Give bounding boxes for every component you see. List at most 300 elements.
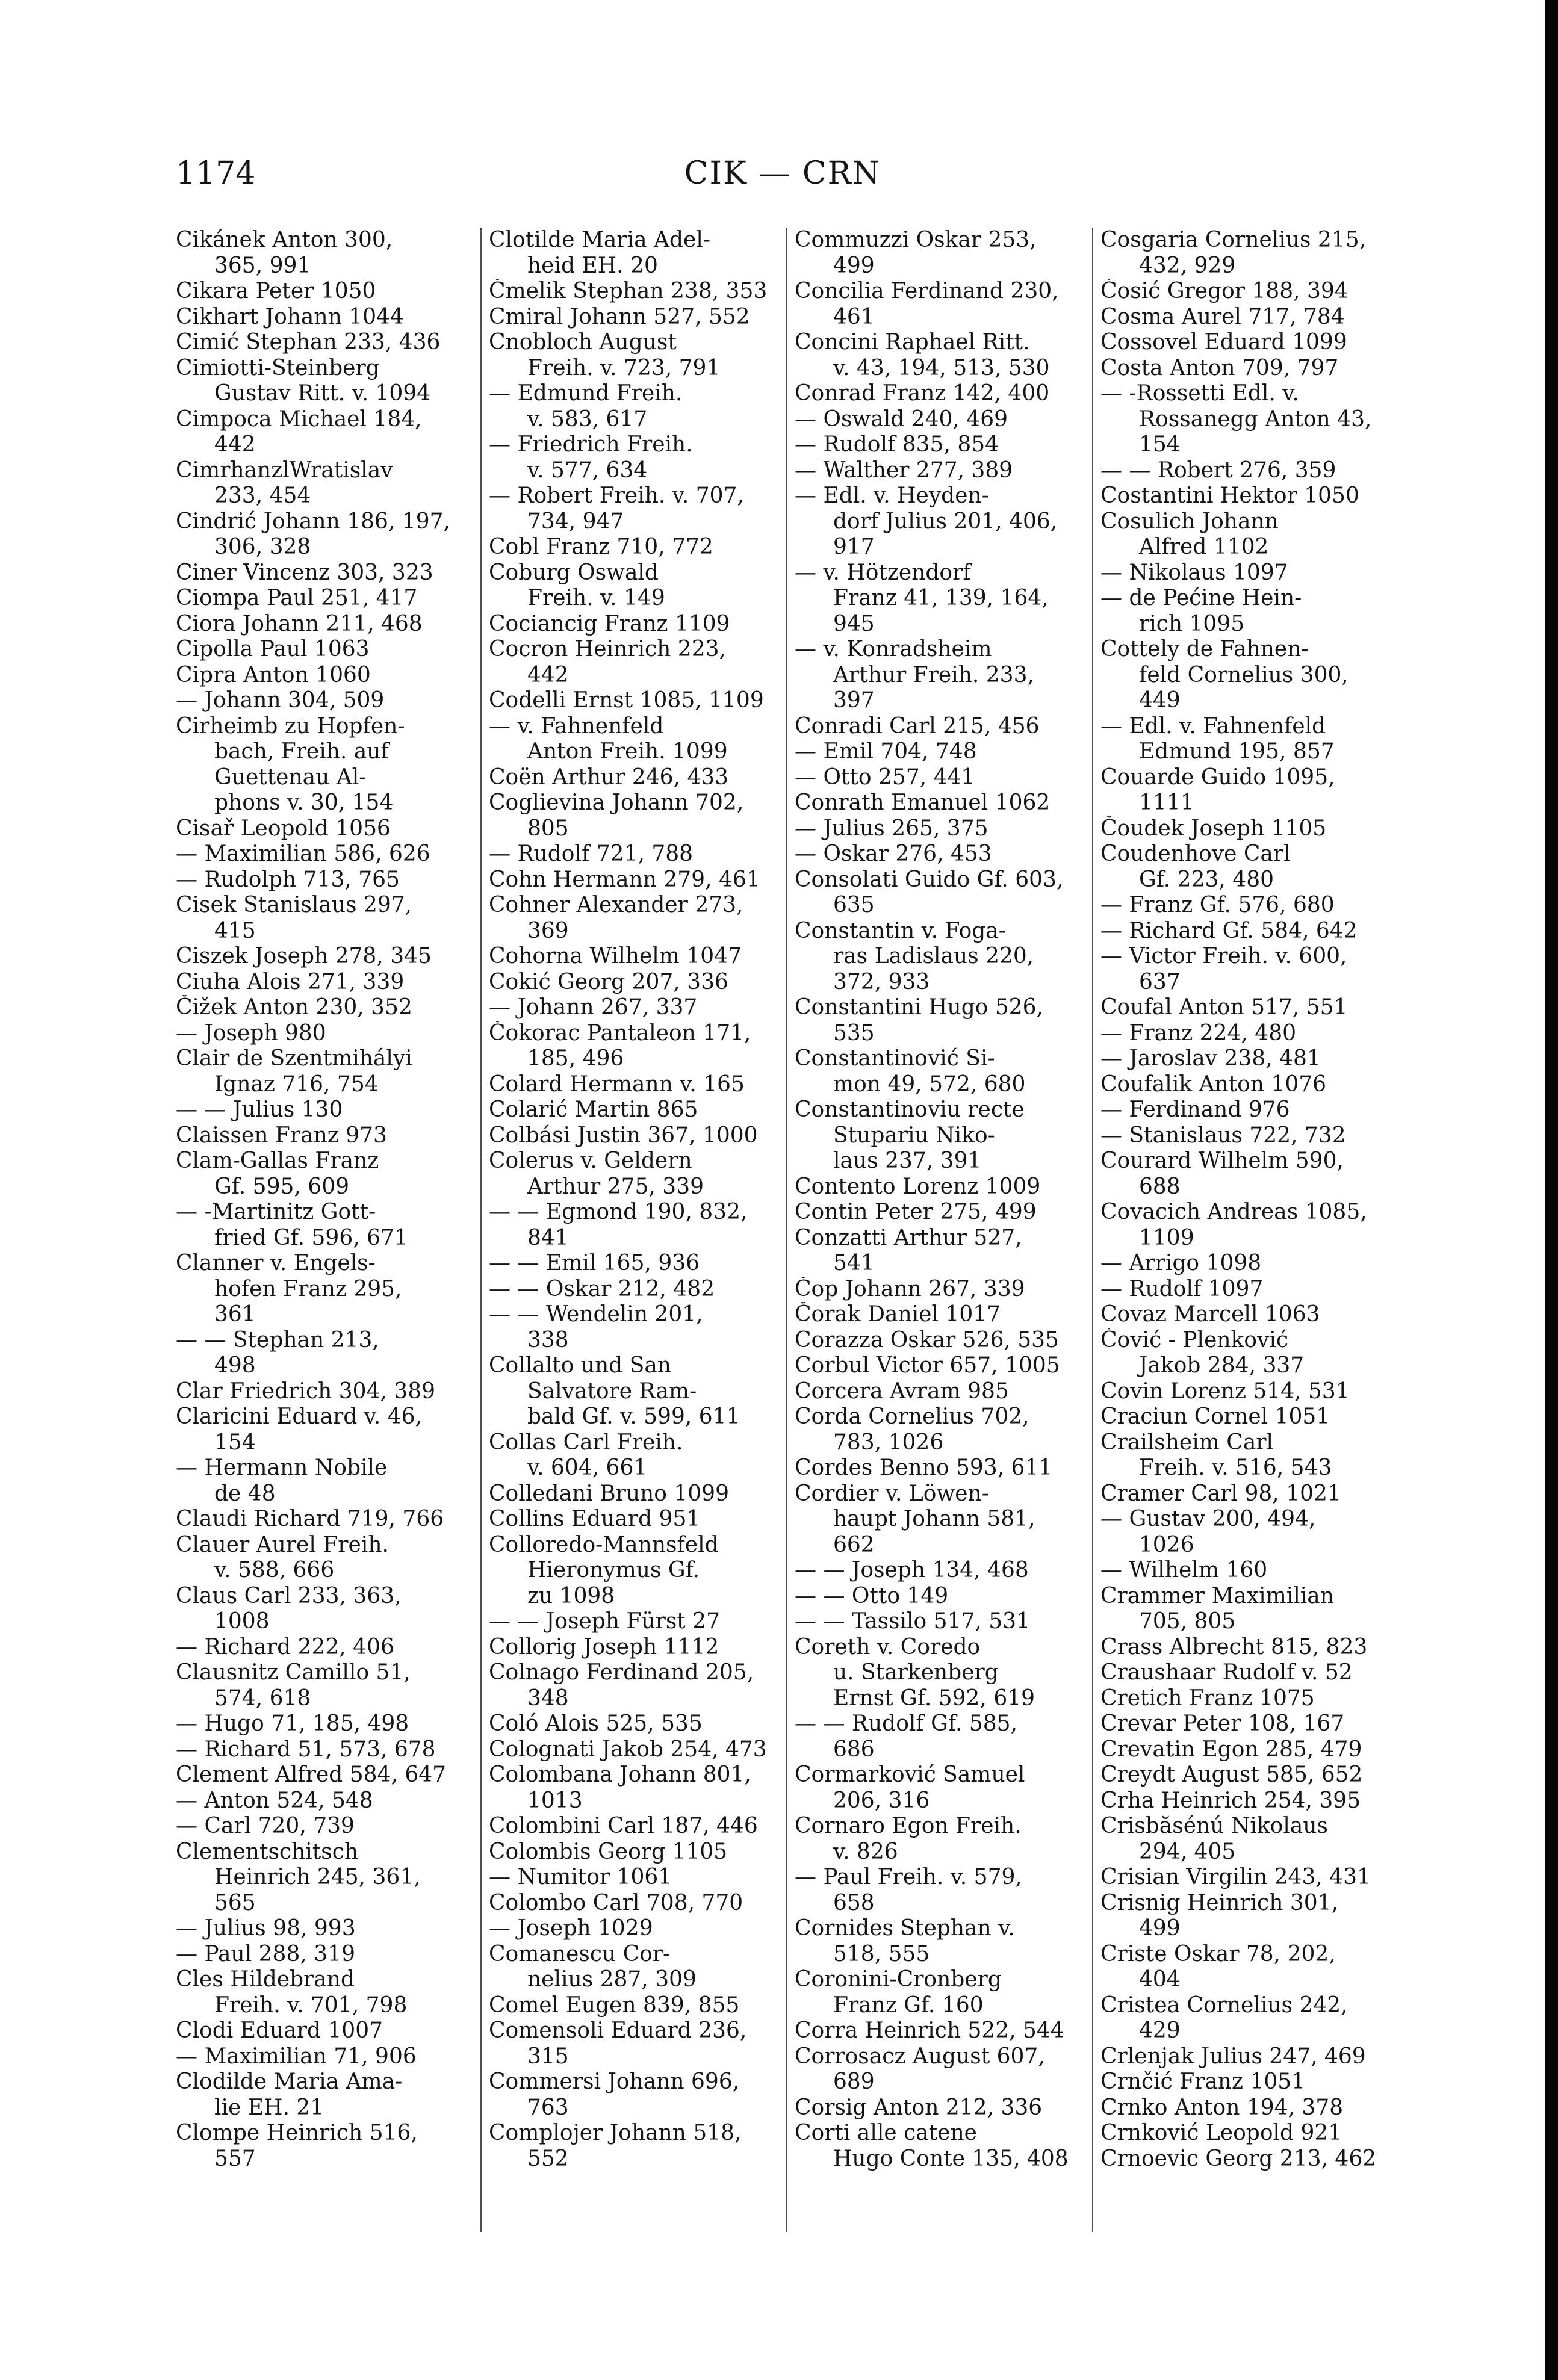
entry-name-line: Corra Heinrich 522, 544 xyxy=(795,2018,1064,2043)
entry-name-line: Ciora Johann 211, 468 xyxy=(176,611,423,636)
index-entry xyxy=(489,1302,785,1353)
index-entry xyxy=(489,1097,785,1123)
index-entry xyxy=(795,1967,1091,2018)
entry-continuation-line: Gf. 223, 480 xyxy=(1139,867,1274,892)
entry-continuation-line: 565 xyxy=(214,1890,256,1915)
index-entry xyxy=(176,1788,472,1814)
index-entry xyxy=(489,228,785,279)
entry-name-line: — Edl. v. Fahnenfeld xyxy=(1100,713,1326,739)
index-entry xyxy=(1100,2095,1397,2121)
entry-continuation-line: 734, 947 xyxy=(527,509,624,534)
index-entry xyxy=(795,483,1091,560)
index-entry xyxy=(795,867,1091,919)
page-number: 1174 xyxy=(176,155,256,191)
index-entry xyxy=(795,330,1091,381)
entry-name-line: Claus Carl 233, 363, xyxy=(176,1583,402,1608)
entry-continuation-line: 306, 328 xyxy=(214,535,311,559)
index-entry xyxy=(489,560,785,612)
entry-name-line: Claissen Franz 973 xyxy=(176,1123,387,1148)
entry-name-line: Crevar Peter 108, 167 xyxy=(1100,1711,1345,1736)
index-entry xyxy=(176,663,472,689)
entry-name-line: Corti alle catene xyxy=(795,2121,977,2145)
entry-name-line: — Robert Freih. v. 707, xyxy=(489,483,744,508)
entry-name-line: Claricini Eduard v. 46, xyxy=(176,1404,422,1429)
entry-name-line: Ćosić Gregor 188, 394 xyxy=(1100,279,1349,303)
index-entry xyxy=(176,612,472,637)
entry-name-line: — Carl 720, 739 xyxy=(176,1814,355,1838)
index-entry xyxy=(1100,1379,1397,1405)
index-entry xyxy=(1100,458,1397,484)
entry-name-line: — Franz 224, 480 xyxy=(1100,1020,1297,1046)
entry-continuation-line: v. 588, 666 xyxy=(214,1558,335,1582)
index-entry xyxy=(1100,1942,1397,1993)
entry-continuation-line: 705, 805 xyxy=(1139,1609,1236,1634)
entry-name-line: Crisnig Heinrich 301, xyxy=(1100,1890,1338,1915)
entry-name-line: — Oskar 276, 453 xyxy=(795,841,992,866)
index-entry xyxy=(795,1711,1091,1762)
entry-name-line: Cindrić Johann 186, 197, xyxy=(176,509,450,534)
index-entry xyxy=(795,2044,1091,2095)
entry-continuation-line: 372, 933 xyxy=(833,969,930,994)
entry-continuation-line: bald Gf. v. 599, 611 xyxy=(527,1404,740,1429)
entry-name-line: Coburg Oswald xyxy=(489,560,659,585)
entry-name-line: Cikhart Johann 1044 xyxy=(176,304,404,329)
entry-continuation-line: 662 xyxy=(833,1532,875,1557)
entry-name-line: Cikánek Anton 300, xyxy=(176,228,393,252)
entry-continuation-line: 154 xyxy=(214,1430,256,1455)
index-entry xyxy=(795,841,1091,867)
index-entry xyxy=(1100,1891,1397,1942)
index-entry xyxy=(489,1711,785,1737)
index-entry xyxy=(795,1762,1091,1814)
index-entry xyxy=(489,1839,785,1865)
index-entry xyxy=(176,586,472,612)
entry-continuation-line: laus 237, 391 xyxy=(833,1148,982,1173)
index-entry xyxy=(176,970,472,996)
index-entry xyxy=(489,1865,785,1891)
entry-continuation-line: 338 xyxy=(527,1327,569,1353)
index-entry xyxy=(176,407,472,458)
index-entry xyxy=(1100,1430,1397,1481)
entry-name-line: Cipra Anton 1060 xyxy=(176,662,371,687)
entry-continuation-line: 557 xyxy=(214,2146,256,2171)
entry-name-line: Conrath Emanuel 1062 xyxy=(795,790,1051,815)
index-entry xyxy=(1100,330,1397,356)
index-columns xyxy=(176,228,1542,2370)
index-entry xyxy=(1100,1558,1397,1584)
index-entry xyxy=(176,714,472,816)
index-entry xyxy=(176,560,472,586)
index-entry xyxy=(489,1021,785,1072)
index-entry xyxy=(176,1635,472,1661)
entry-name-line: Čop Johann 267, 339 xyxy=(795,1276,1025,1301)
index-entry xyxy=(795,1404,1091,1455)
entry-continuation-line: 689 xyxy=(833,2069,875,2094)
entry-name-line: Cosulich Johann xyxy=(1100,509,1279,534)
index-entry xyxy=(176,1251,472,1328)
entry-continuation-line: 763 xyxy=(527,2095,569,2120)
index-entry xyxy=(489,2018,785,2069)
index-entry xyxy=(795,1584,1091,1610)
entry-continuation-line: de 48 xyxy=(214,1481,276,1506)
index-entry xyxy=(176,893,472,944)
entry-name-line: — Rudolph 713, 765 xyxy=(176,867,400,892)
entry-name-line: CimrhanzlWratislav xyxy=(176,457,393,483)
entry-continuation-line: 404 xyxy=(1139,1967,1181,1992)
entry-name-line: Constantin v. Foga- xyxy=(795,918,1006,943)
index-entry xyxy=(176,637,472,663)
entry-continuation-line: 369 xyxy=(527,918,569,943)
index-entry xyxy=(1100,1072,1397,1098)
entry-continuation-line: 518, 555 xyxy=(833,1941,930,1966)
entry-name-line: Crlenjak Julius 247, 469 xyxy=(1100,2044,1366,2069)
entry-continuation-line: 1013 xyxy=(527,1788,583,1813)
entry-name-line: — Julius 265, 375 xyxy=(795,816,988,841)
entry-name-line: — Oswald 240, 469 xyxy=(795,406,1008,432)
entry-name-line: Cociancig Franz 1109 xyxy=(489,611,730,636)
index-entry xyxy=(1100,841,1397,893)
entry-name-line: Clementschitsch xyxy=(176,1839,359,1864)
index-entry xyxy=(489,1507,785,1532)
entry-name-line: Coufalik Anton 1076 xyxy=(1100,1071,1327,1097)
index-entry xyxy=(1100,381,1397,458)
entry-name-line: Crisian Virgilin 243, 431 xyxy=(1100,1865,1371,1889)
index-entry xyxy=(1100,816,1397,842)
index-entry xyxy=(489,867,785,893)
index-entry xyxy=(489,1251,785,1277)
entry-name-line: Coufal Anton 517, 551 xyxy=(1100,995,1348,1020)
entry-name-line: — Johann 304, 509 xyxy=(176,688,385,713)
entry-name-line: — Paul 288, 319 xyxy=(176,1941,355,1966)
index-entry xyxy=(1100,765,1397,816)
entry-continuation-line: u. Starkenberg xyxy=(833,1660,999,1685)
entry-name-line: Colombis Georg 1105 xyxy=(489,1839,728,1864)
entry-name-line: Crha Heinrich 254, 395 xyxy=(1100,1788,1361,1813)
index-entry xyxy=(489,1635,785,1661)
entry-continuation-line: 361 xyxy=(214,1302,256,1327)
entry-name-line: — — Egmond 190, 832, xyxy=(489,1200,748,1224)
index-entry xyxy=(489,995,785,1021)
entry-name-line: — Jaroslav 238, 481 xyxy=(1100,1046,1321,1071)
entry-name-line: Corcera Avram 985 xyxy=(795,1378,1009,1404)
index-column-1 xyxy=(176,228,472,2370)
index-entry xyxy=(489,1353,785,1430)
entry-name-line: Collins Eduard 951 xyxy=(489,1507,701,1531)
index-entry xyxy=(795,1916,1091,1967)
index-entry xyxy=(1100,1865,1397,1891)
entry-name-line: Cimić Stephan 233, 436 xyxy=(176,330,441,355)
entry-name-line: Comel Eugen 839, 855 xyxy=(489,1992,740,2018)
entry-name-line: — Rudolf 721, 788 xyxy=(489,841,694,866)
entry-name-line: Cottely de Fahnen- xyxy=(1100,637,1309,662)
index-entry xyxy=(489,688,785,714)
index-entry xyxy=(176,1123,472,1149)
index-entry xyxy=(489,432,785,483)
entry-name-line: Ciszek Joseph 278, 345 xyxy=(176,944,432,968)
entry-continuation-line: Heinrich 245, 361, xyxy=(214,1865,421,1889)
index-entry xyxy=(795,1174,1091,1200)
entry-continuation-line: lie EH. 21 xyxy=(214,2095,324,2120)
entry-continuation-line: 449 xyxy=(1139,688,1181,713)
entry-name-line: — Joseph 1029 xyxy=(489,1916,653,1941)
index-entry xyxy=(489,1277,785,1303)
index-entry xyxy=(489,1481,785,1507)
entry-continuation-line: v. 826 xyxy=(833,1839,898,1864)
entry-name-line: — — Robert 276, 359 xyxy=(1100,457,1336,483)
index-entry xyxy=(489,714,785,765)
entry-continuation-line: feld Cornelius 300, xyxy=(1139,662,1349,687)
entry-name-line: Clompe Heinrich 516, xyxy=(176,2121,418,2145)
index-entry xyxy=(489,535,785,560)
entry-name-line: Cobl Franz 710, 772 xyxy=(489,535,713,559)
entry-name-line: — Numitor 1061 xyxy=(489,1865,672,1889)
entry-name-line: — — Joseph Fürst 27 xyxy=(489,1609,721,1634)
entry-name-line: Crammer Maximilian xyxy=(1100,1583,1334,1608)
entry-name-line: — Nikolaus 1097 xyxy=(1100,560,1288,585)
index-entry xyxy=(489,1660,785,1711)
index-entry xyxy=(1100,279,1397,305)
entry-name-line: Cimiotti-Steinberg xyxy=(176,355,380,380)
entry-name-line: Consolati Guido Gf. 603, xyxy=(795,867,1064,892)
entry-continuation-line: Stupariu Niko- xyxy=(833,1123,995,1148)
entry-name-line: Cretich Franz 1075 xyxy=(1100,1685,1315,1711)
entry-name-line: Colarić Martin 865 xyxy=(489,1097,698,1122)
index-entry xyxy=(489,893,785,944)
index-entry xyxy=(795,279,1091,330)
index-entry xyxy=(795,1609,1091,1635)
entry-name-line: Coën Arthur 246, 433 xyxy=(489,764,729,790)
index-entry xyxy=(1100,1762,1397,1788)
entry-name-line: Collas Carl Freih. xyxy=(489,1430,683,1455)
entry-continuation-line: 637 xyxy=(1139,969,1181,994)
entry-continuation-line: 1109 xyxy=(1139,1225,1194,1250)
index-entry xyxy=(1100,1277,1397,1303)
index-entry xyxy=(176,330,472,356)
index-entry xyxy=(176,2018,472,2044)
index-entry xyxy=(795,2121,1091,2172)
entry-name-line: Clement Alfred 584, 647 xyxy=(176,1762,447,1787)
index-entry xyxy=(176,867,472,893)
entry-name-line: — Richard 222, 406 xyxy=(176,1634,394,1659)
index-entry xyxy=(176,356,472,407)
index-entry xyxy=(1100,483,1397,509)
entry-name-line: Claudi Richard 719, 766 xyxy=(176,1507,444,1531)
entry-name-line: Čokorac Pantaleon 171, xyxy=(489,1020,751,1046)
entry-name-line: — Edl. v. Heyden- xyxy=(795,483,989,508)
entry-name-line: Čmelik Stephan 238, 353 xyxy=(489,279,768,303)
entry-continuation-line: Freih. v. 149 xyxy=(527,586,665,610)
index-entry xyxy=(795,1455,1091,1481)
index-entry xyxy=(1100,1148,1397,1200)
entry-name-line: Cordes Benno 593, 611 xyxy=(795,1455,1053,1480)
entry-name-line: — Walther 277, 389 xyxy=(795,457,1013,483)
entry-continuation-line: Freih. v. 516, 543 xyxy=(1139,1455,1332,1480)
entry-name-line: Covacich Andreas 1085, xyxy=(1100,1200,1367,1224)
index-entry xyxy=(489,1916,785,1942)
index-entry xyxy=(1100,1635,1397,1661)
entry-continuation-line: 315 xyxy=(527,2044,569,2069)
entry-name-line: — Hermann Nobile xyxy=(176,1455,388,1480)
index-entry xyxy=(795,1814,1091,1865)
entry-name-line: Cipolla Paul 1063 xyxy=(176,637,370,662)
index-entry xyxy=(1100,1814,1397,1865)
index-entry xyxy=(489,2069,785,2121)
index-entry xyxy=(489,841,785,867)
index-entry xyxy=(176,1660,472,1711)
entry-continuation-line: 1008 xyxy=(214,1609,270,1634)
entry-name-line: Corbul Victor 657, 1005 xyxy=(795,1353,1060,1378)
entry-name-line: Collalto und San xyxy=(489,1353,671,1378)
index-entry xyxy=(795,1481,1091,1558)
entry-name-line: Commersi Johann 696, xyxy=(489,2069,740,2094)
entry-name-line: Cmiral Johann 527, 552 xyxy=(489,304,750,329)
entry-name-line: Crevatin Egon 285, 479 xyxy=(1100,1737,1362,1762)
entry-name-line: Cisař Leopold 1056 xyxy=(176,816,391,841)
index-entry xyxy=(1100,509,1397,560)
index-entry xyxy=(489,1942,785,1993)
entry-name-line: Concini Raphael Ritt. xyxy=(795,330,1030,355)
index-entry xyxy=(1100,586,1397,637)
index-entry xyxy=(1100,560,1397,586)
entry-continuation-line: rich 1095 xyxy=(1139,611,1245,636)
entry-name-line: Crass Albrecht 815, 823 xyxy=(1100,1634,1368,1659)
entry-name-line: Clotilde Maria Adel- xyxy=(489,228,710,252)
index-entry xyxy=(489,1532,785,1610)
entry-continuation-line: 574, 618 xyxy=(214,1685,311,1711)
entry-continuation-line: 498 xyxy=(214,1353,256,1378)
entry-continuation-line: Ernst Gf. 592, 619 xyxy=(833,1685,1035,1711)
entry-name-line: — Richard 51, 573, 678 xyxy=(176,1737,436,1762)
entry-name-line: Conradi Carl 215, 456 xyxy=(795,713,1040,739)
entry-name-line: — Ferdinand 976 xyxy=(1100,1097,1290,1122)
index-column-2 xyxy=(489,228,785,2370)
index-entry xyxy=(176,995,472,1021)
index-entry xyxy=(1100,2146,1397,2172)
index-entry xyxy=(176,1404,472,1455)
entry-continuation-line: Edmund 195, 857 xyxy=(1139,739,1335,764)
entry-continuation-line: 552 xyxy=(527,2146,569,2171)
entry-continuation-line: Ignaz 716, 754 xyxy=(214,1071,379,1097)
index-entry xyxy=(489,1993,785,2019)
index-entry xyxy=(489,483,785,535)
index-entry xyxy=(1100,1481,1397,1507)
entry-name-line: Concilia Ferdinand 230, xyxy=(795,279,1059,303)
entry-name-line: Clausnitz Camillo 51, xyxy=(176,1660,411,1685)
entry-name-line: — v. Hötzendorf xyxy=(795,560,971,585)
index-entry xyxy=(1100,1123,1397,1149)
entry-name-line: Corsig Anton 212, 336 xyxy=(795,2095,1043,2120)
entry-name-line: — v. Fahnenfeld xyxy=(489,713,664,739)
index-entry xyxy=(489,612,785,637)
entry-name-line: — — Wendelin 201, xyxy=(489,1302,703,1327)
entry-name-line: Collorig Joseph 1112 xyxy=(489,1634,719,1659)
entry-continuation-line: v. 604, 661 xyxy=(527,1455,648,1480)
entry-name-line: Corrosacz August 607, xyxy=(795,2044,1045,2069)
entry-name-line: — -Martinitz Gott- xyxy=(176,1200,376,1224)
entry-name-line: Crnković Leopold 921 xyxy=(1100,2121,1342,2145)
entry-continuation-line: Hieronymus Gf. xyxy=(527,1558,700,1582)
entry-name-line: — Rudolf 835, 854 xyxy=(795,432,999,457)
index-entry xyxy=(489,1737,785,1763)
entry-name-line: Crisbăsénú Nikolaus xyxy=(1100,1814,1328,1838)
index-entry xyxy=(489,305,785,330)
index-entry xyxy=(176,1507,472,1532)
index-entry xyxy=(1100,1711,1397,1737)
index-entry xyxy=(176,509,472,560)
index-entry xyxy=(795,407,1091,433)
page-title: CIK — CRN xyxy=(684,155,881,191)
index-entry xyxy=(795,1558,1091,1584)
index-entry xyxy=(176,1532,472,1584)
entry-name-line: — Johann 267, 337 xyxy=(489,995,698,1020)
index-entry xyxy=(176,944,472,970)
entry-name-line: Clodi Eduard 1007 xyxy=(176,2018,383,2043)
index-entry xyxy=(795,1226,1091,1277)
index-entry xyxy=(1100,2044,1397,2070)
entry-continuation-line: 686 xyxy=(833,1737,875,1762)
entry-continuation-line: v. 583, 617 xyxy=(527,406,648,432)
entry-continuation-line: Guettenau Al- xyxy=(214,764,367,790)
index-entry xyxy=(489,1072,785,1098)
entry-name-line: Ćović - Plenković xyxy=(1100,1327,1289,1353)
index-entry xyxy=(795,765,1091,791)
entry-continuation-line: v. 577, 634 xyxy=(527,457,648,483)
entry-name-line: — Wilhelm 160 xyxy=(1100,1558,1268,1582)
index-entry xyxy=(176,2044,472,2070)
entry-continuation-line: 442 xyxy=(527,662,569,687)
entry-continuation-line: 841 xyxy=(527,1225,569,1250)
entry-name-line: — Maximilian 71, 906 xyxy=(176,2044,417,2069)
entry-continuation-line: 535 xyxy=(833,1020,875,1046)
index-entry xyxy=(489,1123,785,1149)
index-entry xyxy=(795,228,1091,279)
entry-name-line: — Emil 704, 748 xyxy=(795,739,977,764)
index-entry xyxy=(1100,305,1397,330)
entry-name-line: Colombo Carl 708, 770 xyxy=(489,1890,743,1915)
entry-name-line: Criste Oskar 78, 202, xyxy=(1100,1941,1336,1966)
index-column-4 xyxy=(1100,228,1397,2370)
entry-continuation-line: 1026 xyxy=(1139,1532,1194,1557)
index-entry xyxy=(176,1328,472,1379)
index-entry xyxy=(795,1277,1091,1303)
page-edge-bar xyxy=(1545,0,1558,2380)
entry-name-line: Covaz Marcell 1063 xyxy=(1100,1302,1320,1327)
entry-name-line: Coglievina Johann 702, xyxy=(489,790,744,815)
index-entry xyxy=(795,1865,1091,1916)
entry-name-line: Cohner Alexander 273, xyxy=(489,893,743,917)
entry-name-line: Colloredo-Mannsfeld xyxy=(489,1532,719,1557)
index-entry xyxy=(795,381,1091,407)
index-entry xyxy=(176,228,472,279)
entry-name-line: Comensoli Eduard 236, xyxy=(489,2018,747,2043)
entry-name-line: Colnago Ferdinand 205, xyxy=(489,1660,754,1685)
entry-name-line: Cohorna Wilhelm 1047 xyxy=(489,944,742,968)
entry-continuation-line: Jakob 284, 337 xyxy=(1139,1353,1305,1378)
entry-name-line: Conrad Franz 142, 400 xyxy=(795,381,1050,406)
entry-name-line: Courard Wilhelm 590, xyxy=(1100,1148,1344,1173)
index-entry xyxy=(1100,1404,1397,1430)
entry-name-line: Cirheimb zu Hopfen- xyxy=(176,713,405,739)
entry-name-line: — -Rossetti Edl. v. xyxy=(1100,381,1299,406)
index-entry xyxy=(489,381,785,432)
index-entry xyxy=(489,1814,785,1839)
entry-name-line: Cocron Heinrich 223, xyxy=(489,637,726,662)
entry-name-line: Couarde Guido 1095, xyxy=(1100,764,1335,790)
index-entry xyxy=(176,1379,472,1405)
index-entry xyxy=(1100,944,1397,995)
entry-name-line: Coronini-Cronberg xyxy=(795,1967,1002,1992)
index-entry xyxy=(795,1200,1091,1226)
